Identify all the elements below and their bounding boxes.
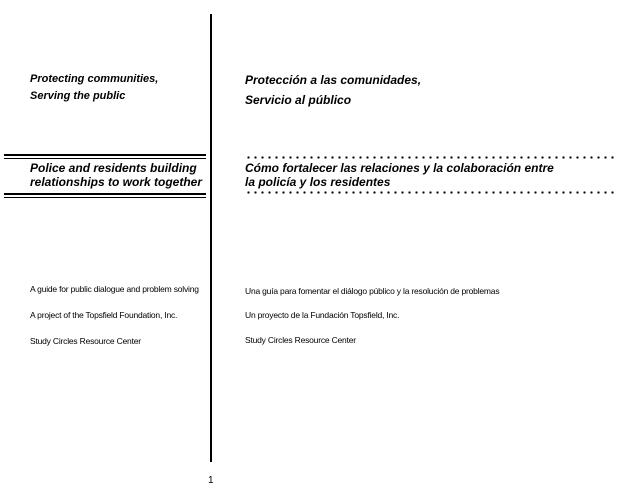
- column-divider: [210, 14, 212, 462]
- title-line: la policía y los residentes: [245, 175, 391, 189]
- project-es: Un proyecto de la Fundación Topsfield, Inc.: [245, 310, 400, 320]
- tagline-en: [30, 71, 158, 105]
- page-number: 1: [208, 475, 214, 486]
- tagline-line: Protección a las comunidades,: [245, 73, 422, 87]
- title-line: Cómo fortalecer las relaciones y la colaboración entre: [245, 161, 554, 175]
- tagline-line: Protecting communities,: [30, 73, 159, 85]
- title-line: relationships to work together: [30, 175, 203, 189]
- center-en: Study Circles Resource Center: [30, 336, 141, 346]
- tagline-line: Servicio al público: [245, 93, 352, 107]
- title-line: Police and residents building: [30, 161, 197, 175]
- dotted-rule-bottom: [245, 191, 615, 194]
- tagline-es: [245, 70, 421, 110]
- title-rule-top: [4, 154, 206, 159]
- subtitle-es: Una guía para fomentar el diálogo público y la resolución de problemas: [245, 286, 500, 296]
- title-rule-bottom: [4, 193, 206, 198]
- subtitle-en: A guide for public dialogue and problem solving: [30, 284, 199, 294]
- tagline-line: Serving the public: [30, 90, 126, 102]
- dotted-rule-top: [245, 156, 615, 159]
- title-en: [30, 161, 202, 189]
- center-es: Study Circles Resource Center: [245, 335, 356, 345]
- project-en: A project of the Topsfield Foundation, Inc.: [30, 310, 178, 320]
- title-es: [245, 161, 554, 189]
